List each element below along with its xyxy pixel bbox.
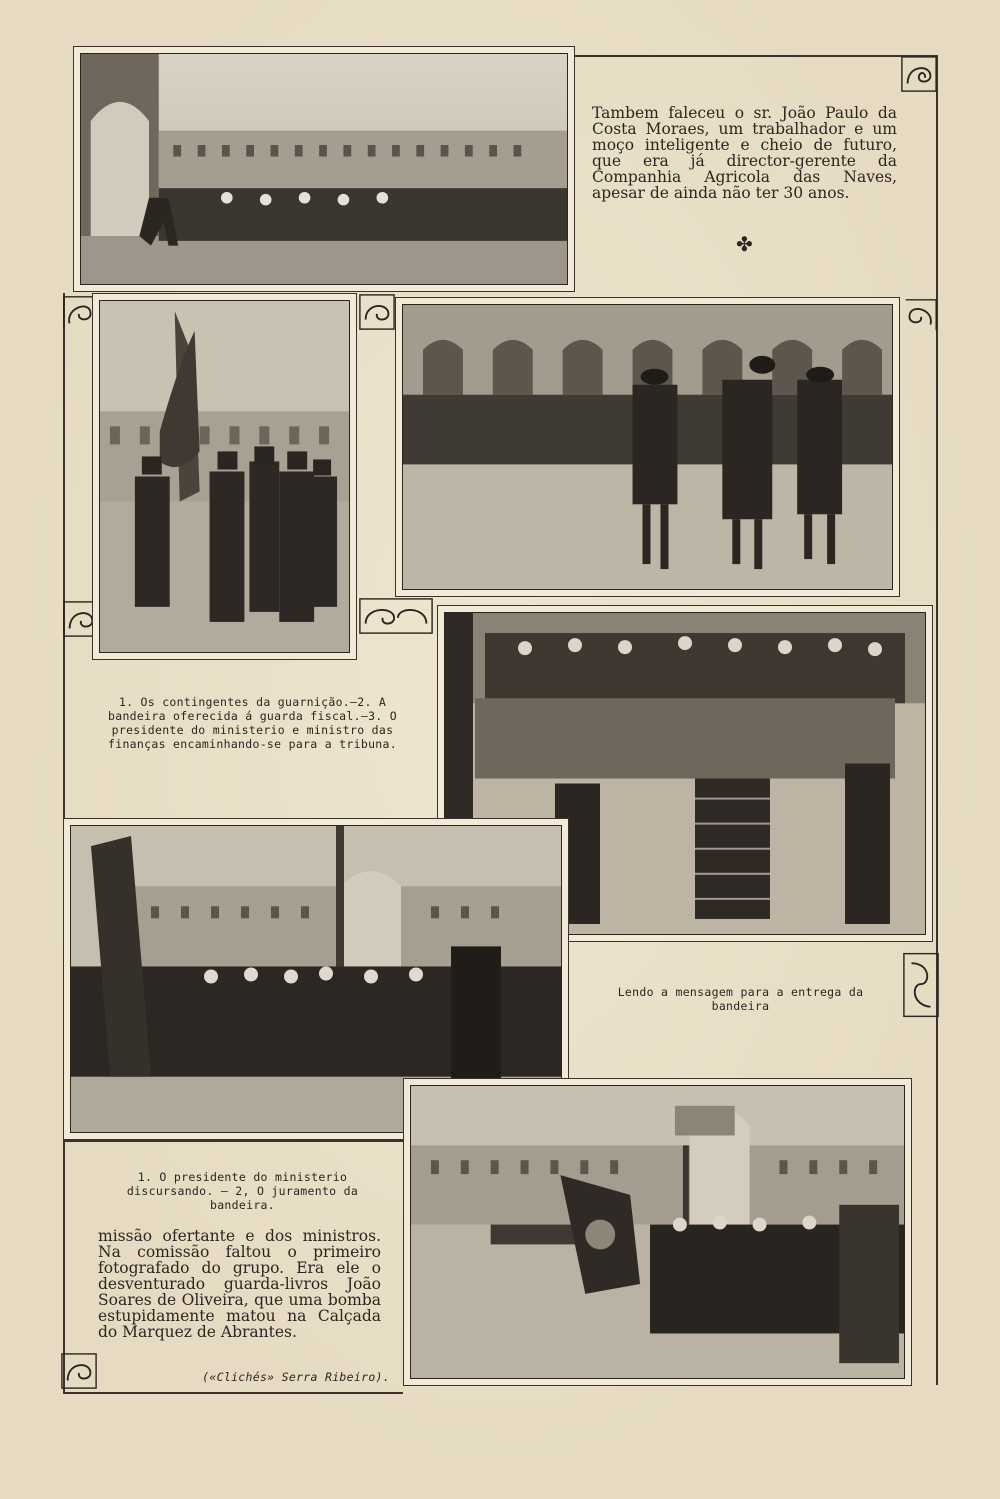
flag-oath-photo <box>410 1085 905 1379</box>
caption-message-reading: Lendo a mensagem para a entrega da bandeira <box>617 985 864 1013</box>
flag-oath-photo-frame <box>403 1078 912 1386</box>
cavalry-parade-photo <box>80 53 568 285</box>
scroll-ornament-icon <box>60 1352 98 1390</box>
caption-contingents: 1. Os contingentes da guarnição.—2. A bandeira oferecida á guarda fiscal.—3. O presidente do ministerio e ministro das finanças encaminhando-se para a tribuna. <box>108 695 397 751</box>
scroll-ornament-icon <box>358 293 396 331</box>
caption-president-oath: 1. O presidente do ministerio discursando. — 2, O juramento da bandeira. <box>126 1170 359 1212</box>
frame-line <box>63 1140 403 1142</box>
fleuron-icon: ✤ <box>736 232 753 256</box>
scroll-ornament-icon <box>902 296 940 334</box>
photo-credit: («Clichés» Serra Ribeiro). <box>202 1370 390 1384</box>
cavalry-parade-photo-frame <box>73 46 575 292</box>
scroll-ornament-icon <box>902 950 940 1020</box>
ministers-walking-photo-frame <box>395 297 900 597</box>
scroll-ornament-icon <box>900 55 938 93</box>
flag-guard-photo-frame <box>92 293 357 660</box>
ministers-walking-photo <box>402 304 893 590</box>
scroll-ornament-icon <box>358 597 434 635</box>
frame-line <box>63 1392 403 1394</box>
obituary-paragraph: Tambem faleceu o sr. João Paulo da Costa Moraes, um trabalhador e um moço inteligente e cheio de futuro, que era já director-gerente da Companhia Agricola das Naves, apesar de ainda não ter 30 anos. <box>592 104 897 202</box>
flag-guard-photo <box>99 300 350 653</box>
commission-paragraph: missão ofertante e dos ministros. Na comissão faltou o primeiro fotografado do grupo. Era ele o desventurado guarda-livros João Soares de Oliveira, que uma bomba estupidamente matou na Calçada do Marquez de Abrantes. <box>98 1227 381 1341</box>
frame-line <box>936 55 938 1385</box>
frame-line <box>575 55 937 57</box>
